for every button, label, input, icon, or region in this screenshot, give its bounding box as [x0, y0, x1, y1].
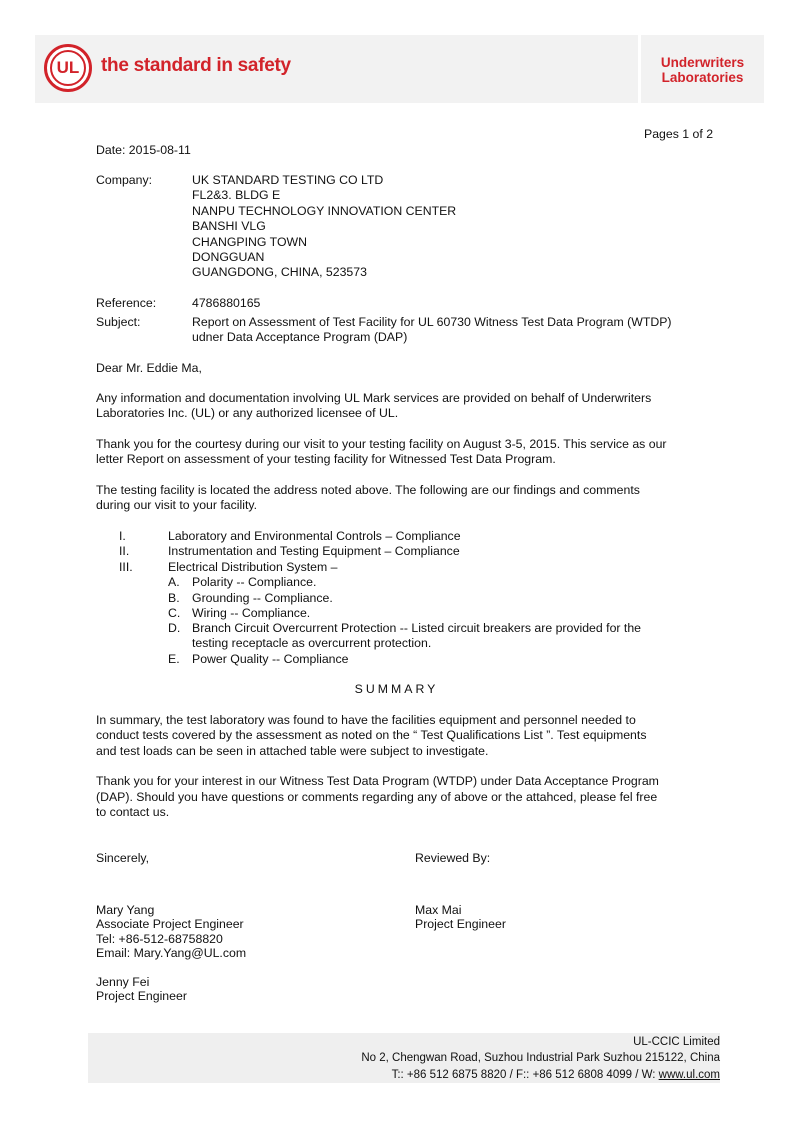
finding-number: II.	[119, 544, 130, 558]
signer-name: Jenny Fei	[96, 975, 150, 989]
tagline: the standard in safety	[101, 55, 291, 76]
organization-name-line2: Laboratories	[661, 70, 744, 85]
subfinding-letter: C.	[168, 606, 181, 620]
reference-value: 4786880165	[192, 296, 261, 310]
summary-line: to contact us.	[96, 805, 170, 819]
finding-number: III.	[119, 560, 133, 574]
summary-heading: SUMMARY	[354, 682, 439, 696]
subfinding-text-continued: testing receptacle as overcurrent protection.	[192, 636, 432, 650]
letter-date: Date: 2015-08-11	[96, 143, 191, 157]
page-count: Pages 1 of 2	[644, 127, 714, 141]
closing: Sincerely,	[96, 851, 150, 865]
address-line: CHANGPING TOWN	[192, 234, 308, 249]
salutation: Dear Mr. Eddie Ma,	[96, 361, 202, 375]
subfinding-letter: A.	[168, 575, 180, 589]
paragraph-line: The testing facility is located the address noted above. The following are our findings and comments	[96, 483, 640, 497]
subject-line1: Report on Assessment of Test Facility for UL 60730 Witness Test Data Program (WTDP)	[192, 315, 672, 329]
paragraph-line: during our visit to your facility.	[96, 498, 258, 512]
address-line: BANSHI VLG	[192, 219, 266, 234]
paragraph-line: Thank you for the courtesy during our visit to your testing facility on August 3-5, 2015. This service as our	[96, 437, 667, 451]
letterhead-divider	[638, 35, 641, 103]
footer-company: UL-CCIC Limited	[633, 1036, 720, 1048]
subject-line2: udner Data Acceptance Program (DAP)	[192, 330, 408, 344]
subfinding-letter: D.	[168, 621, 181, 635]
paragraph-line: Laboratories Inc. (UL) or any authorized licensee of UL.	[96, 406, 399, 420]
footer-contact	[88, 1069, 720, 1081]
address-line: DONGGUAN	[192, 250, 265, 265]
summary-line: In summary, the test laboratory was found to have the facilities equipment and personnel needed to	[96, 713, 636, 727]
company-address	[192, 173, 456, 281]
reviewer-title: Project Engineer	[415, 917, 506, 931]
reviewer-name: Max Mai	[415, 903, 462, 917]
organization-name-line1: Underwriters	[660, 55, 745, 70]
address-line: NANPU TECHNOLOGY INNOVATION CENTER	[192, 203, 457, 218]
signer-email: Email: Mary.Yang@UL.com	[96, 946, 247, 960]
subfinding-text: Wiring -- Compliance.	[192, 606, 311, 620]
subfinding-text: Grounding -- Compliance.	[192, 591, 333, 605]
subfinding-text: Polarity -- Compliance.	[192, 575, 317, 589]
subfinding-letter: E.	[168, 652, 180, 666]
address-line: GUANGDONG, CHINA, 523573	[192, 265, 367, 280]
company-label: Company:	[96, 173, 153, 187]
summary-line: (DAP). Should you have questions or comments regarding any of above or the attahced, please fel free	[96, 790, 658, 804]
summary-line: Thank you for your interest in our Witness Test Data Program (WTDP) under Data Acceptance Program	[96, 774, 659, 788]
subject-label: Subject:	[96, 315, 141, 329]
subfinding-letter: B.	[168, 591, 180, 605]
signer-name: Mary Yang	[96, 903, 155, 917]
reference-label: Reference:	[96, 296, 157, 310]
subfinding-text: Power Quality -- Compliance	[192, 652, 349, 666]
footer-website-link[interactable]: www.ul.com	[658, 1069, 720, 1081]
paragraph-line: letter Report on assessment of your testing facility for Witnessed Test Data Program.	[96, 452, 556, 466]
footer-address: No 2, Chengwan Road, Suzhou Industrial Park Suzhou 215122, China	[361, 1052, 720, 1064]
summary-line: conduct tests covered by the assessment as noted on the “ Test Qualifications List ”. Test equipments	[96, 728, 647, 742]
finding-text: Instrumentation and Testing Equipment – Compliance	[168, 544, 460, 558]
signer-title: Project Engineer	[96, 989, 187, 1003]
signer-title: Associate Project Engineer	[96, 917, 244, 931]
organization-name	[650, 55, 755, 85]
reviewed-by-label: Reviewed By:	[415, 851, 491, 865]
footer-contact-numbers: T:: +86 512 6875 8820 / F:: +86 512 6808 4099 / W:	[391, 1069, 659, 1081]
finding-number: I.	[119, 529, 126, 543]
signer-phone: Tel: +86-512-68758820	[96, 932, 223, 946]
finding-text: Electrical Distribution System –	[168, 560, 338, 574]
address-line: UK STANDARD TESTING CO LTD	[192, 173, 384, 187]
finding-text: Laboratory and Environmental Controls – Compliance	[168, 529, 461, 543]
subfinding-text: Branch Circuit Overcurrent Protection -- Listed circuit breakers are provided for the	[192, 621, 642, 635]
summary-line: and test loads can be seen in attached table were subject to investigate.	[96, 744, 489, 758]
paragraph-line: Any information and documentation involving UL Mark services are provided on behalf of Underwriters	[96, 391, 652, 405]
ul-logo-mark: UL	[50, 50, 86, 86]
address-line: FL2&3. BLDG E	[192, 188, 281, 203]
